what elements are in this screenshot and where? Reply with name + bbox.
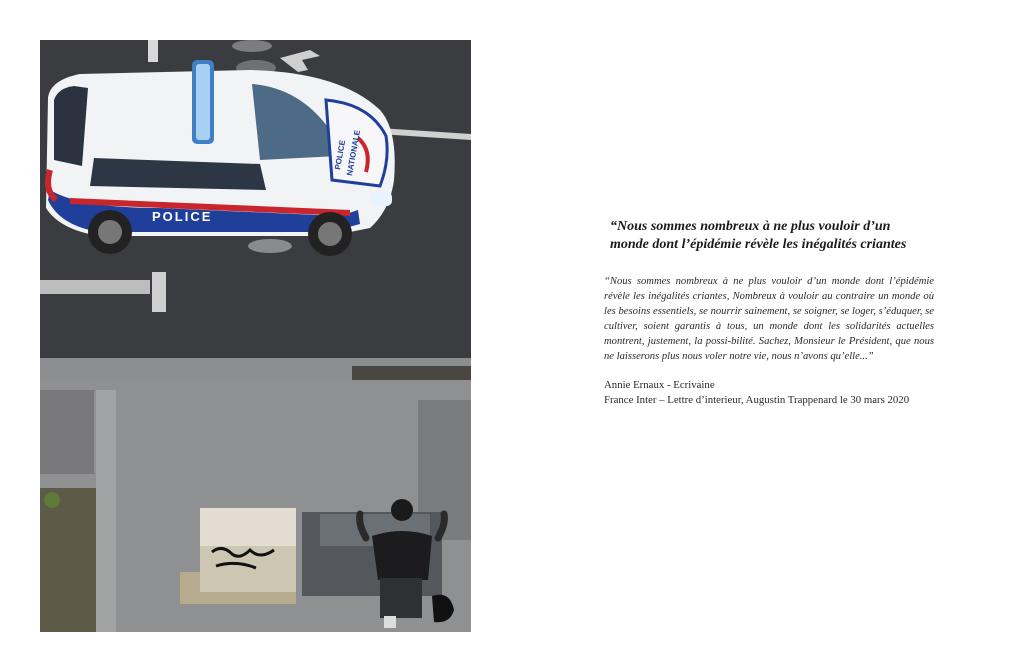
car-hood-text: NATIONALE bbox=[345, 129, 362, 177]
grass-patch bbox=[44, 492, 60, 508]
street-photo bbox=[40, 40, 471, 632]
car-hood-text: POLICE bbox=[333, 139, 348, 171]
paving-stones bbox=[40, 390, 94, 474]
text-block bbox=[604, 218, 934, 408]
grass-patch bbox=[40, 488, 96, 632]
utility-box-top bbox=[200, 508, 296, 546]
quote-author: Annie Ernaux - Ecrivaine bbox=[604, 379, 715, 391]
page-title: “Nous sommes nombreux à ne plus vouloir d’un monde dont l’épidémie révèle les inégalités criantes bbox=[610, 219, 907, 252]
car-door-text: POLICE bbox=[152, 209, 213, 224]
attribution bbox=[604, 378, 934, 408]
quote-source: France Inter – Lettre d’interieur, Augustin Trappenard le 30 mars 2020 bbox=[604, 394, 910, 406]
street-photo-illustration bbox=[40, 40, 471, 632]
sidewalk-edge bbox=[96, 390, 116, 632]
road-marking bbox=[40, 280, 150, 294]
manhole bbox=[232, 40, 272, 52]
quote-paragraph: “Nous sommes nombreux à ne plus vouloir d’un monde dont l’épidémie révèle les inégalités criantes, Nombreux à vouloir au contraire un monde où les besoins essentiels, se nourrir sainement, se soigner, se loger, s’éduquer, se cultiver, soient garantis à tous, un monde dont les solidarités actuelles montrent, justement, la possi-bilité. Sachez, Monsieur le Président, que nous ne laisserons plus nous voler notre vie, nous n’avons qu’elle...” bbox=[604, 276, 934, 362]
road-marking bbox=[152, 272, 166, 312]
manhole bbox=[248, 239, 292, 253]
drain-grate bbox=[352, 366, 471, 380]
road-marking bbox=[148, 40, 158, 62]
